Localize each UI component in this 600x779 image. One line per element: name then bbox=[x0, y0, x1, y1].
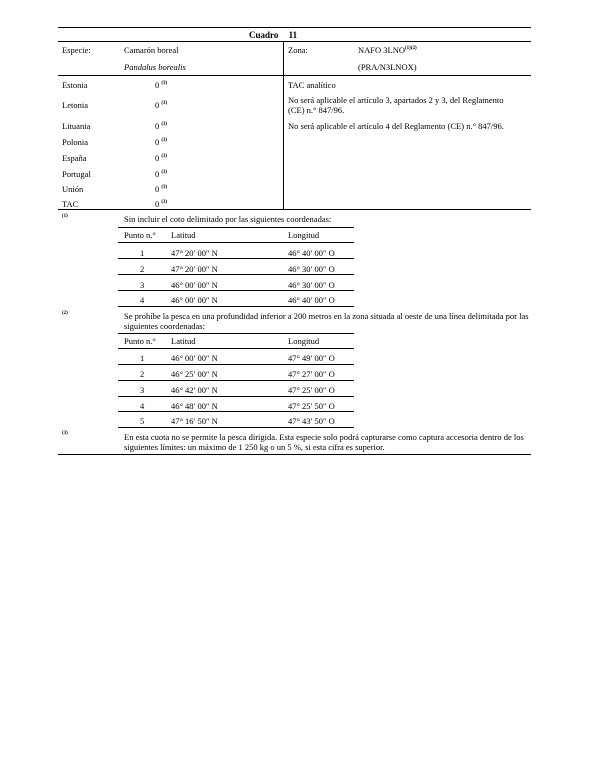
column-divider bbox=[283, 41, 284, 209]
footnote-marker-1 bbox=[62, 213, 68, 223]
country-note: (3) bbox=[161, 200, 168, 206]
header-rule bbox=[58, 75, 531, 76]
coord-point: 3 bbox=[140, 385, 145, 395]
species-label: Especie: bbox=[62, 45, 91, 55]
zone-code-text: NAFO 3LNO bbox=[358, 45, 405, 55]
table-title bbox=[249, 30, 297, 40]
remark-article-4: No será aplicable el artículo 4 del Reglamento (CE) n.° 847/96. bbox=[288, 121, 504, 131]
table-number: 11 bbox=[288, 30, 298, 40]
coord-latitude: 47° 16′ 50″ N bbox=[171, 416, 218, 426]
footnote-marker-text: (2) bbox=[62, 311, 68, 317]
country-note: (3) bbox=[161, 154, 168, 160]
country-value-text: 0 bbox=[155, 184, 160, 194]
coord-longitude: 46° 40′ 00″ O bbox=[288, 248, 335, 258]
coord-table-2-header-rule bbox=[118, 348, 354, 349]
footnote-marker-3 bbox=[62, 430, 68, 440]
coord-point: 4 bbox=[140, 401, 145, 411]
country-value bbox=[155, 121, 167, 131]
country-note: (3) bbox=[161, 122, 168, 128]
coord-point: 4 bbox=[140, 295, 145, 305]
coord-longitude: 47° 43′ 50″ O bbox=[288, 416, 335, 426]
coord-point: 2 bbox=[140, 369, 145, 379]
country-note: (3) bbox=[161, 185, 168, 191]
coord-point: 3 bbox=[140, 280, 145, 290]
row-rule bbox=[118, 306, 354, 307]
coord-latitude: 46° 00′ 00″ N bbox=[171, 295, 218, 305]
footnote-3-text: En esta cuota no se permite la pesca dirigida. Esta especie solo podrá capturarse como captura accesoria dentro de los siguientes límites: un máximo de 1 250 kg o un 5 %, si esta cifra es superior. bbox=[124, 432, 524, 452]
country-name: Letonia bbox=[62, 100, 88, 110]
row-rule bbox=[118, 364, 354, 365]
country-name: Unión bbox=[62, 184, 84, 194]
country-note: (3) bbox=[161, 81, 168, 87]
country-note: (3) bbox=[161, 138, 168, 144]
coord-point: 5 bbox=[140, 416, 145, 426]
top-rule bbox=[58, 27, 531, 28]
row-rule bbox=[118, 258, 354, 259]
coord-latitude: 47° 20′ 00″ N bbox=[171, 264, 218, 274]
coord-latitude: 46° 48′ 00″ N bbox=[171, 401, 218, 411]
coord-header-longitude: Longitud bbox=[288, 230, 320, 240]
coord-latitude: 46° 00′ 00″ N bbox=[171, 280, 218, 290]
coord-table-1-header-rule bbox=[118, 242, 354, 243]
country-name: Estonia bbox=[62, 80, 88, 90]
country-value bbox=[155, 100, 167, 110]
country-value bbox=[155, 80, 167, 90]
country-value-text: 0 bbox=[155, 100, 160, 110]
country-note: (3) bbox=[161, 101, 168, 107]
country-name: Lituania bbox=[62, 121, 91, 131]
coord-latitude: 47° 20′ 00″ N bbox=[171, 248, 218, 258]
country-value bbox=[155, 199, 167, 209]
country-name: Portugal bbox=[62, 169, 91, 179]
coord-longitude: 46° 30′ 00″ O bbox=[288, 264, 335, 274]
coord-latitude: 46° 00′ 00″ N bbox=[171, 353, 218, 363]
country-value-text: 0 bbox=[155, 199, 160, 209]
tac-type: TAC analítico bbox=[288, 80, 336, 90]
coord-header-point: Punto n.° bbox=[124, 336, 156, 346]
coord-latitude: 46° 25′ 00″ N bbox=[171, 369, 218, 379]
zone-subcode: (PRA/N3LNOX) bbox=[358, 62, 417, 72]
bottom-rule bbox=[58, 454, 531, 455]
species-scientific-name: Pandalus borealis bbox=[124, 62, 186, 72]
coord-point: 1 bbox=[140, 353, 145, 363]
country-name: TAC bbox=[62, 199, 79, 209]
country-value-text: 0 bbox=[155, 80, 160, 90]
species-common-name: Camarón boreal bbox=[124, 45, 179, 55]
footnote-2-text: Se prohíbe la pesca en una profundidad inferior a 200 metros en la zona situada al oeste de una línea delimitada por las siguientes coordenadas: bbox=[124, 311, 529, 331]
row-rule bbox=[118, 380, 354, 381]
country-value bbox=[155, 153, 167, 163]
coord-longitude: 46° 30′ 00″ O bbox=[288, 280, 335, 290]
zone-code bbox=[358, 45, 417, 55]
row-rule bbox=[118, 290, 354, 291]
row-rule bbox=[118, 274, 354, 275]
country-value-text: 0 bbox=[155, 153, 160, 163]
footnote-marker-text: (3) bbox=[62, 431, 68, 437]
body-rule bbox=[58, 209, 531, 210]
country-value-text: 0 bbox=[155, 121, 160, 131]
coord-header-point: Punto n.° bbox=[124, 230, 156, 240]
coord-longitude: 47° 49′ 00″ O bbox=[288, 353, 335, 363]
row-rule bbox=[118, 427, 354, 428]
country-name: España bbox=[62, 153, 87, 163]
coord-header-latitude: Latitud bbox=[171, 336, 196, 346]
coord-longitude: 47° 25′ 50″ O bbox=[288, 401, 335, 411]
zone-code-note: (1)(2) bbox=[405, 46, 417, 52]
footnote-marker-2 bbox=[62, 310, 68, 320]
country-value-text: 0 bbox=[155, 169, 160, 179]
coord-point: 2 bbox=[140, 264, 145, 274]
country-value bbox=[155, 137, 167, 147]
coord-header-latitude: Latitud bbox=[171, 230, 196, 240]
title-rule bbox=[58, 41, 531, 42]
country-name: Polonia bbox=[62, 137, 88, 147]
coord-latitude: 46° 42′ 00″ N bbox=[171, 385, 218, 395]
coord-point: 1 bbox=[140, 248, 145, 258]
coord-longitude: 46° 40′ 00″ O bbox=[288, 295, 335, 305]
country-note: (3) bbox=[161, 170, 168, 176]
country-value-text: 0 bbox=[155, 137, 160, 147]
row-rule bbox=[118, 396, 354, 397]
table-title-word: Cuadro bbox=[249, 30, 279, 40]
country-value bbox=[155, 169, 167, 179]
remark-article-3: No será aplicable el artículo 3, apartados 2 y 3, del Reglamento (CE) n.° 847/96. bbox=[288, 95, 504, 115]
zone-label: Zona: bbox=[288, 45, 308, 55]
country-value bbox=[155, 184, 167, 194]
coord-table-1-top-rule bbox=[118, 227, 354, 228]
row-rule bbox=[118, 411, 354, 412]
coord-longitude: 47° 27′ 00″ O bbox=[288, 369, 335, 379]
coord-header-longitude: Longitud bbox=[288, 336, 320, 346]
coord-table-2-top-rule bbox=[118, 333, 354, 334]
footnote-1-text: Sin incluir el coto delimitado por las siguientes coordenadas: bbox=[124, 214, 332, 224]
coord-longitude: 47° 25′ 00″ O bbox=[288, 385, 335, 395]
footnote-marker-text: (1) bbox=[62, 214, 68, 220]
